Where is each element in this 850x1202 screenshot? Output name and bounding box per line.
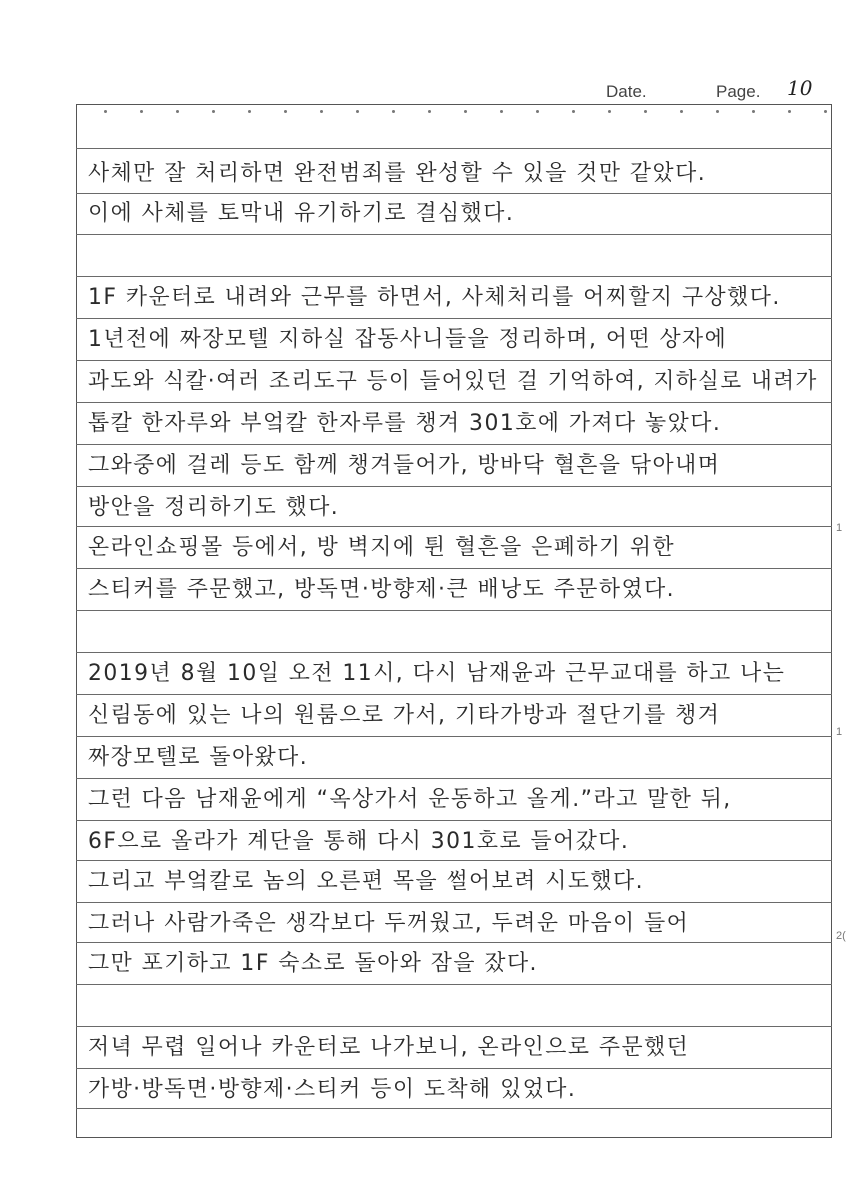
- guide-dot: [248, 110, 251, 113]
- ruled-line: [76, 486, 832, 487]
- guide-dot: [140, 110, 143, 113]
- ruled-line: [76, 193, 832, 194]
- text-line: 6F으로 올라가 계단을 통해 다시 301호로 들어갔다.: [88, 829, 630, 854]
- ruled-line: [76, 1068, 832, 1069]
- guide-dot: [536, 110, 539, 113]
- guide-dot: [284, 110, 287, 113]
- guide-dot: [752, 110, 755, 113]
- text-line: 2019년 8월 10일 오전 11시, 다시 남재윤과 근무교대를 하고 나는: [88, 661, 786, 686]
- ruled-line: [76, 568, 832, 569]
- text-line: 그리고 부엌칼로 놈의 오른편 목을 썰어보려 시도했다.: [88, 869, 645, 894]
- ruled-line: [76, 1026, 832, 1027]
- margin-mark: 2(: [836, 930, 846, 942]
- text-line: 온라인쇼핑몰 등에서, 방 벽지에 튄 혈흔을 은폐하기 위한: [88, 535, 676, 560]
- guide-dot: [356, 110, 359, 113]
- margin-mark: 1: [836, 522, 843, 534]
- text-line: [88, 988, 818, 1024]
- ruled-line: [76, 820, 832, 821]
- ruled-line: [76, 444, 832, 445]
- text-line: 그와중에 걸레 등도 함께 챙겨들어가, 방바닥 혈흔을 닦아내며: [88, 453, 721, 478]
- ruled-line: [76, 652, 832, 653]
- guide-dot: [608, 110, 611, 113]
- text-line: 가방·방독면·방향제·스티커 등이 도착해 있었다.: [88, 1077, 577, 1102]
- ruled-line: [76, 318, 832, 319]
- text-line: 방안을 정리하기도 했다.: [88, 495, 340, 520]
- ruled-line: [76, 860, 832, 861]
- ruled-line: [76, 234, 832, 235]
- date-label: Date.: [606, 82, 647, 101]
- page-number: 10: [787, 76, 813, 100]
- text-line: 그런 다음 남재윤에게 “옥상가서 운동하고 올게.”라고 말한 뒤,: [88, 787, 732, 812]
- text-line: 스티커를 주문했고, 방독면·방향제·큰 배낭도 주문하였다.: [88, 577, 676, 602]
- ruled-line: [76, 942, 832, 943]
- guide-dot: [680, 110, 683, 113]
- text-line: 그러나 사람가죽은 생각보다 두꺼웠고, 두려운 마음이 들어: [88, 911, 690, 936]
- text-line: 짜장모텔로 돌아왔다.: [88, 745, 309, 770]
- guide-dot: [176, 110, 179, 113]
- ruled-line: [76, 360, 832, 361]
- guide-dot: [500, 110, 503, 113]
- text-line: 1F 카운터로 내려와 근무를 하면서, 사체처리를 어찌할지 구상했다.: [88, 285, 781, 310]
- text-line: [88, 614, 818, 650]
- ruled-line: [76, 902, 832, 903]
- guide-dot: [824, 110, 827, 113]
- text-line: 이에 사체를 토막내 유기하기로 결심했다.: [88, 201, 515, 226]
- margin-mark: 1: [836, 726, 843, 738]
- ruled-line: [76, 778, 832, 779]
- page-header: [604, 78, 830, 105]
- ruled-line: [76, 1108, 832, 1109]
- ruled-line: [76, 736, 832, 737]
- ruled-line: [76, 148, 832, 149]
- text-line: 과도와 식칼·여러 조리도구 등이 들어있던 걸 기억하여, 지하실로 내려가: [88, 369, 818, 394]
- ruled-line: [76, 402, 832, 403]
- ruled-line: [76, 984, 832, 985]
- guide-dot: [428, 110, 431, 113]
- guide-dot: [788, 110, 791, 113]
- text-line: 사체만 잘 처리하면 완전범죄를 완성할 수 있을 것만 같았다.: [88, 161, 707, 186]
- guide-dot: [104, 110, 107, 113]
- guide-dot: [572, 110, 575, 113]
- page-label: Page.: [716, 82, 761, 101]
- guide-dot: [716, 110, 719, 113]
- guide-dot: [392, 110, 395, 113]
- text-line: 저녁 무렵 일어나 카운터로 나가보니, 온라인으로 주문했던: [88, 1035, 690, 1060]
- text-line: 톱칼 한자루와 부엌칼 한자루를 챙겨 301호에 가져다 놓았다.: [88, 411, 722, 436]
- top-dot-row: [76, 110, 832, 116]
- text-line: 1년전에 짜장모텔 지하실 잡동사니들을 정리하며, 어떤 상자에: [88, 327, 728, 352]
- ruled-line: [76, 526, 832, 527]
- ruled-line: [76, 610, 832, 611]
- ruled-line: [76, 276, 832, 277]
- guide-dot: [464, 110, 467, 113]
- text-line: 그만 포기하고 1F 숙소로 돌아와 잠을 잤다.: [88, 951, 538, 976]
- guide-dot: [320, 110, 323, 113]
- text-line: [88, 236, 818, 272]
- text-line: 신림동에 있는 나의 원룸으로 가서, 기타가방과 절단기를 챙겨: [88, 703, 721, 728]
- guide-dot: [212, 110, 215, 113]
- ruled-line: [76, 694, 832, 695]
- guide-dot: [644, 110, 647, 113]
